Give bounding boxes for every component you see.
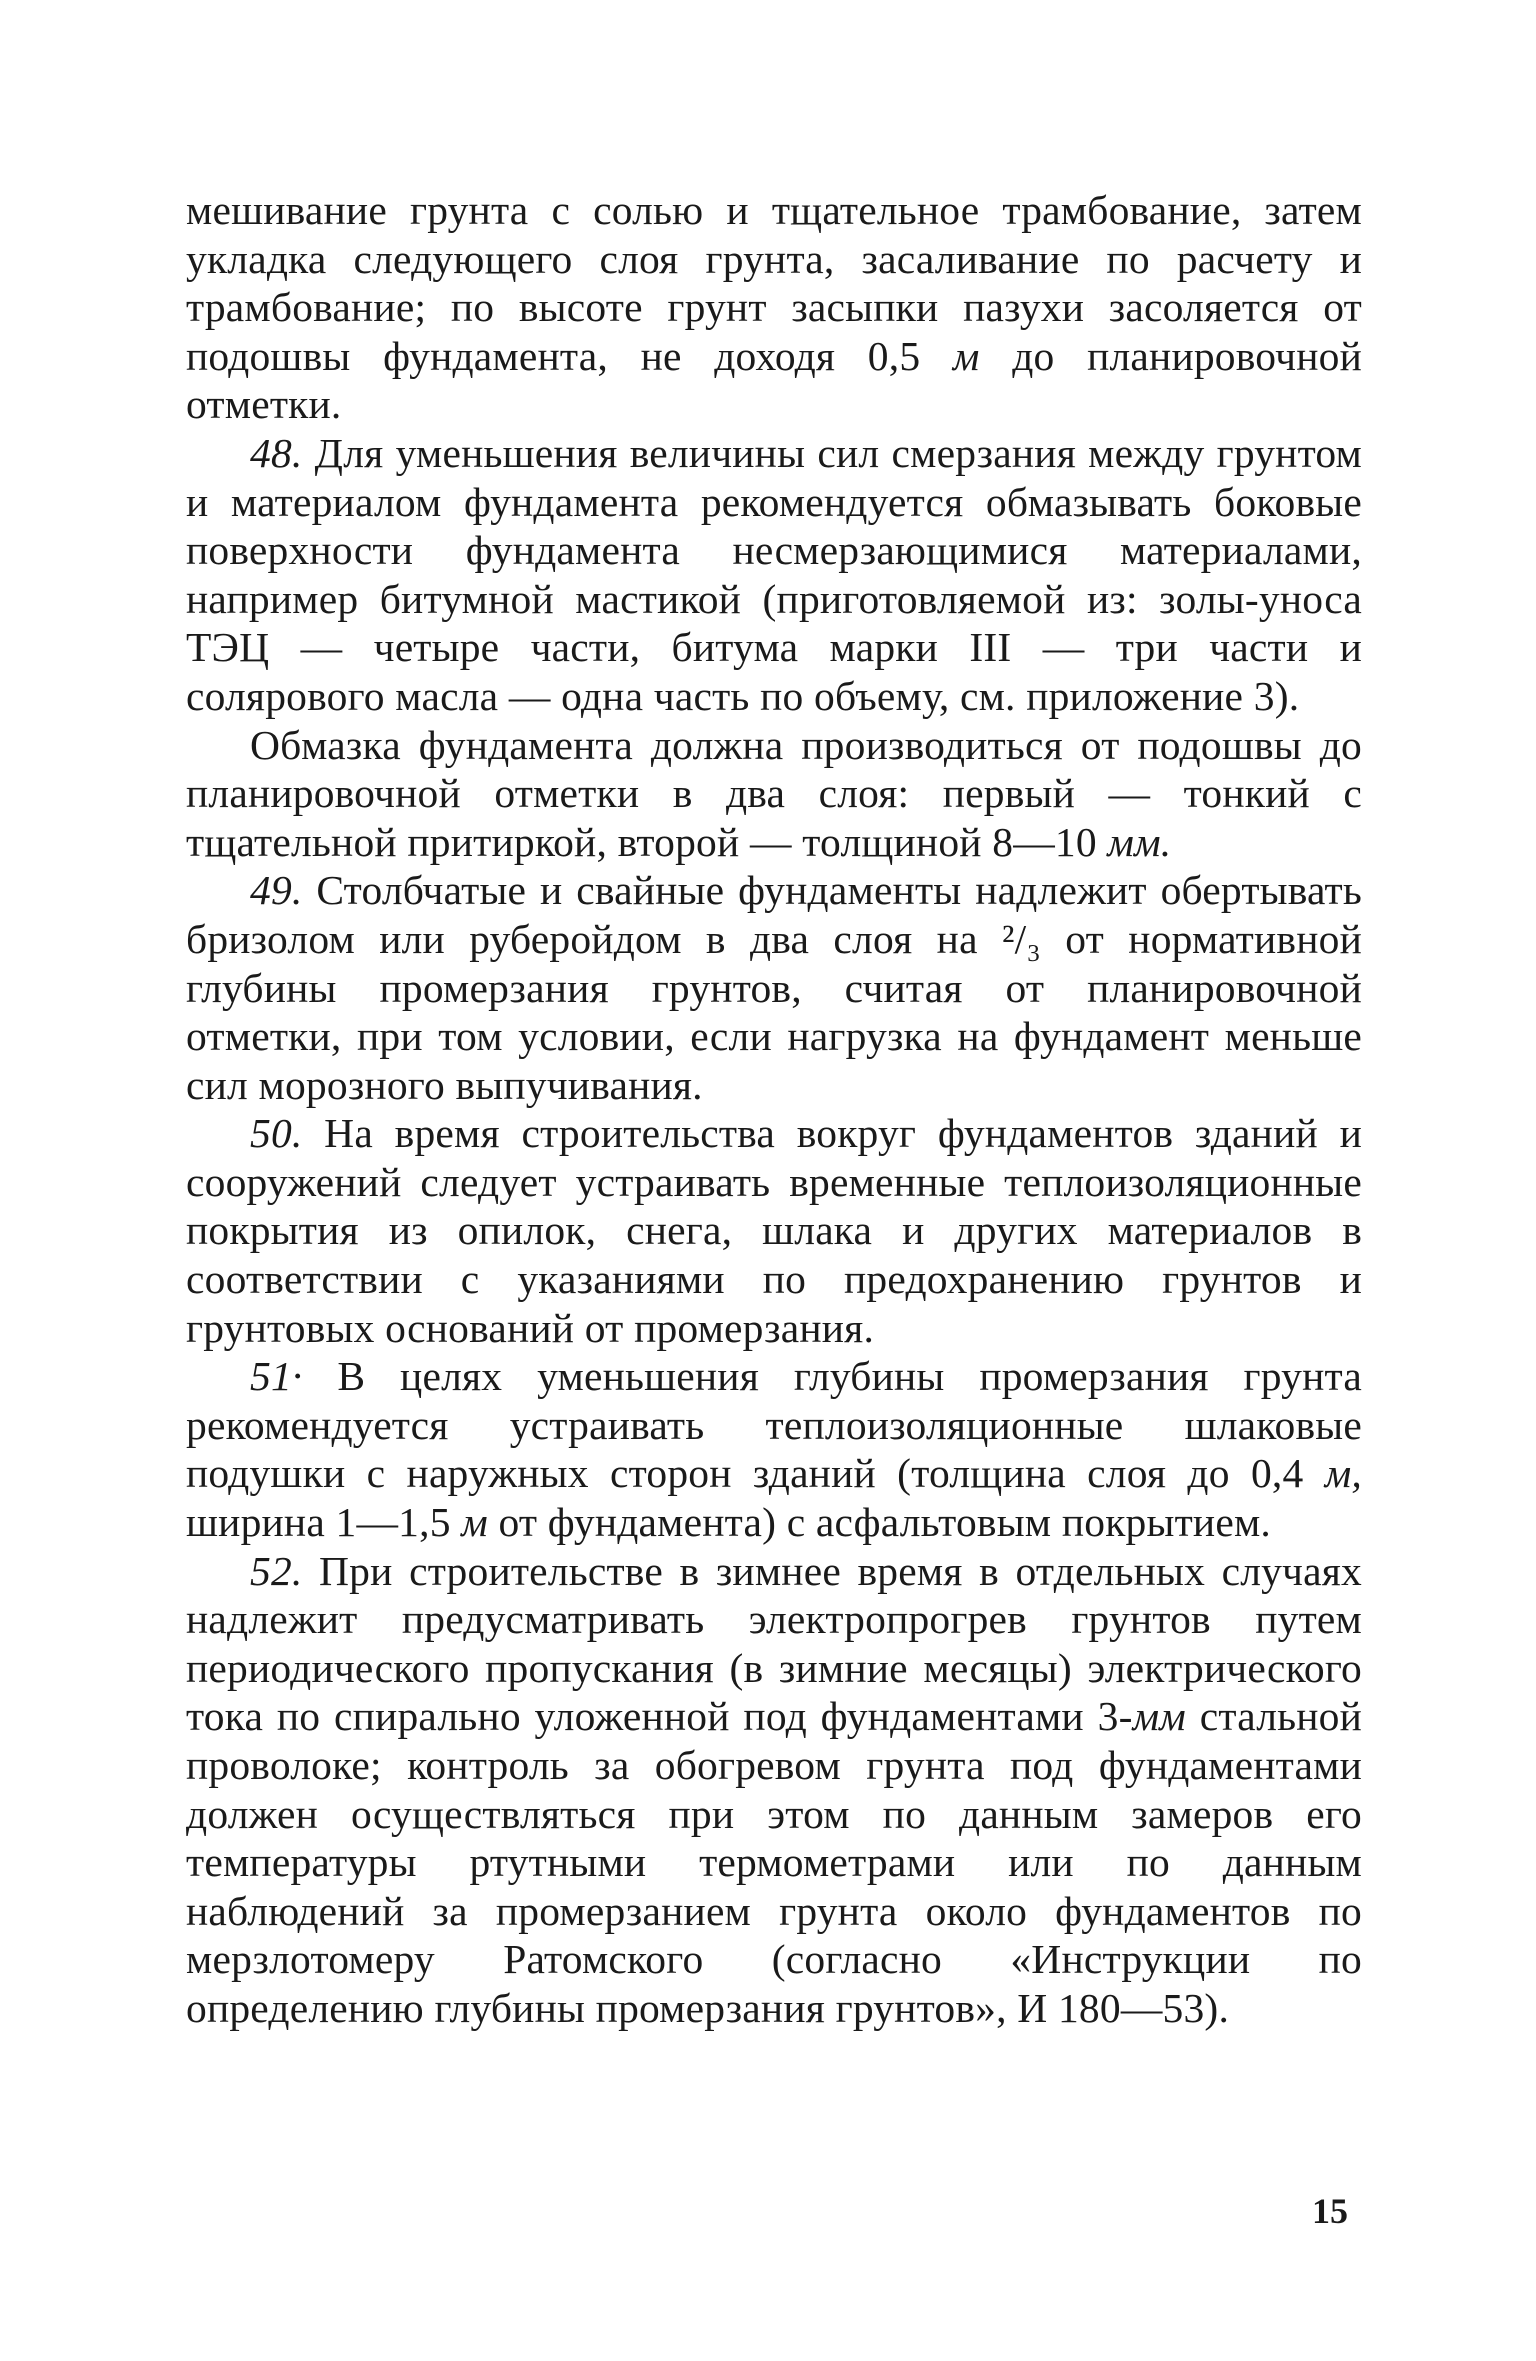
text-run: При строительстве в зимнее время в отдельных случаях надлежит предусматривать электропрогрев грунтов путем периодического пропускания (в зимние месяцы) электрического тока по спирально уложенной под фундаментами 3-	[186, 1547, 1362, 1740]
paragraph-number: 49.	[250, 867, 303, 914]
text-run: мешивание грунта с солью и тщательное трамбование, затем укладка следующего слоя грунта, засаливание по расчету и трамбование; по высоте грунт засыпки пазухи засоляется от подошвы фундамента, не доходя 0,5	[186, 187, 1362, 379]
text-run: до планировочной отметки.	[186, 332, 1362, 428]
paragraph-48-continuation	[186, 721, 1362, 867]
text-run: Для уменьшения величины сил смерзания между грунтом и материалом фундамента рекомендуется обмазывать боковые поверхности фундамента несмерзающимися материалами, например битумной мастикой (приготовляемой из: золы-уноса ТЭЦ — четыре части, битума марки III — три части и солярового масла — одна часть по объему, см. приложение 3).	[186, 429, 1362, 719]
paragraph-number: 52.	[250, 1547, 303, 1594]
paragraph-number: 50.	[250, 1110, 303, 1157]
paragraph-continuation	[186, 186, 1362, 429]
text-run-italic: мм.	[1107, 818, 1172, 865]
text-run: В целях уменьшения глубины промерзания грунта рекомендуется устраивать теплоизоляционные шлаковые подушки с наружных сторон зданий (толщина слоя до 0,4	[186, 1353, 1362, 1497]
paragraph-52	[186, 1547, 1362, 2033]
text-run: Столбчатые и свайные фундаменты надлежит обертывать бризолом или руберойдом в два слоя на ²/₃ от нормативной глубины промерзания грунтов, считая от планировочной отметки, при том условии, если нагрузка на фундамент меньше сил морозного выпучивания.	[186, 867, 1362, 1108]
text-run: стальной проволоке; контроль за обогревом грунта под фундаментами должен осуществляться при этом по данным замеров его температуры ртутными термометрами или по данным наблюдений за промерзанием грунта около фундаментов по мерзлотомеру Ратомского (согласно «Инструкции по определению глубины промерзания грунтов», И 180—53).	[186, 1693, 1362, 2031]
paragraph-50	[186, 1109, 1362, 1352]
paragraph-number: 51·	[250, 1353, 303, 1400]
text-run-italic: м	[461, 1499, 488, 1546]
text-run: На время строительства вокруг фундаментов зданий и сооружений следует устраивать временные теплоизоляционные покрытия из опилок, снега, шлака и других материалов в соответствии с указаниями по предохранению грунтов и грунтовых оснований от промерзания.	[186, 1110, 1362, 1351]
paragraph-49	[186, 866, 1362, 1109]
text-run-italic: м	[952, 332, 980, 379]
paragraph-48	[186, 429, 1362, 721]
paragraph-number: 48.	[250, 429, 303, 476]
text-run: от фундамента) с асфальтовым покрытием.	[487, 1499, 1271, 1546]
text-run-italic: м,	[1324, 1450, 1362, 1497]
paragraph-51	[186, 1352, 1362, 1546]
page-body	[186, 186, 1362, 2033]
text-run-italic: мм	[1132, 1693, 1186, 1740]
text-run: Обмазка фундамента должна производиться от подошвы до планировочной отметки в два слоя: первый — тонкий с тщательной притиркой, второй — толщиной 8—10	[186, 721, 1362, 865]
page-number: 15	[1312, 2191, 1348, 2231]
text-run: ширина 1—1,5	[186, 1499, 462, 1546]
